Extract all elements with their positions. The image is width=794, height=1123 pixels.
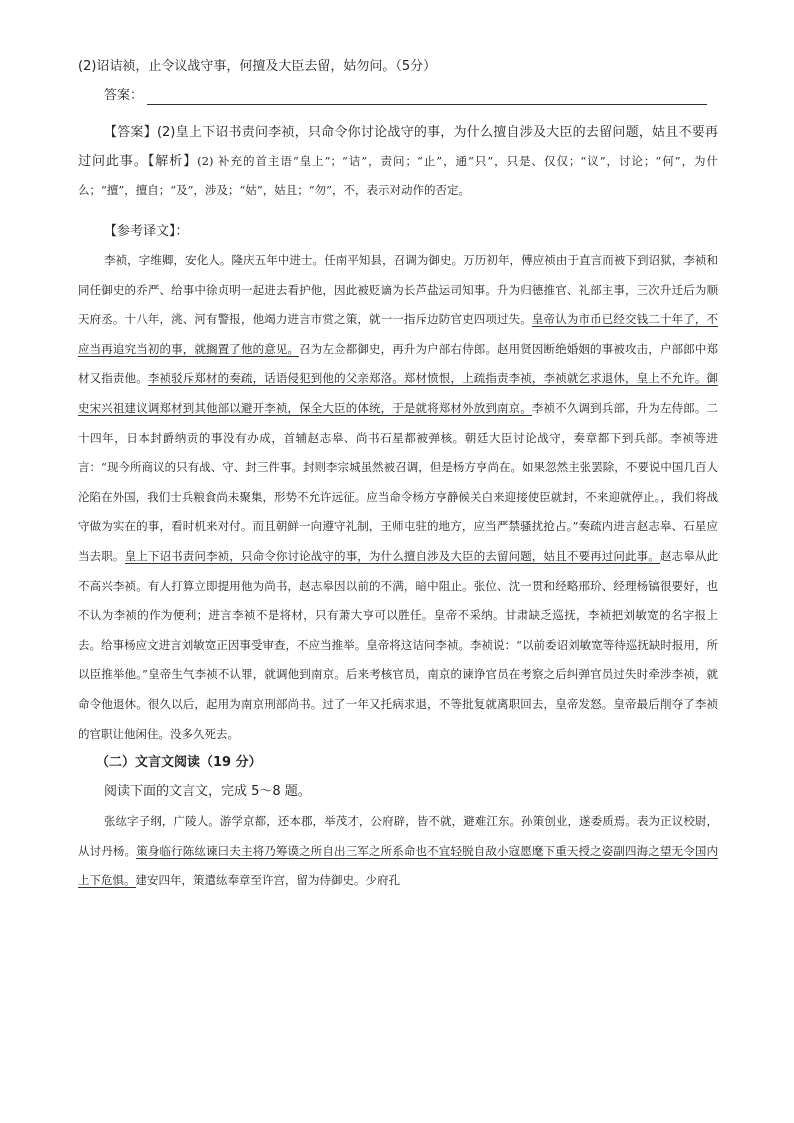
answer-line [78, 87, 718, 105]
translation-paragraph [78, 246, 718, 749]
document-page [78, 58, 718, 896]
passage-part-a: 张纮字子纲，广陵人。游学京都，还本郡，举茂才，公府辟，皆不就，避难江东。孙策创业，遂委质焉。表为正议校尉，从讨丹杨。 [78, 814, 718, 858]
passage-part-b: 建安四年，策遣纮奉章至许宫，留为侍御史。少府孔 [135, 873, 400, 888]
answer-block [78, 118, 718, 205]
translation-p3: 李祯不久调到兵部，升为左侍郎。二十四年，日本封爵纳贡的事没有办成，首辅赵志皋、尚书石星都被弹核。朝廷大臣讨论战守，奏章都下到兵部。李祯等进言：“现今所商议的只有战、守、封三件事。封则李宗城虽然被召调，但是杨方亨尚在。如果忽然主张罢除，不要说中国几百人沦陷在外国，我们士兵粮食尚未聚集，形势不允许远征。应当命令杨方亨静候关白来迎接使臣就封，不来迎就停止。，我们将战守做为实在的事，看时机来对付。而且朝鲜一向遵守礼制，王师屯驻的地方，应当严禁骚扰抢占。”奏疏内进言赵志皋、石星应当去职。 [78, 400, 719, 563]
translation-p3-underlined: 皇上下诏书责问李祯，只命令你讨论战守的事，为什么擅自涉及大臣的去留问题，姑且不要再过问此事。 [124, 548, 660, 563]
answer-label: 答案： [104, 88, 144, 103]
translation-p1: 李祯，字维卿，安化人。隆庆五年中进士。任南平知县，召调为御史。万历初年，傅应祯由于直言而被下到诏狱，李祯和同任御史的乔严、给事中徐贞明一起进去看护他，因此被贬谪为长芦盐运司知事。升为归德推官、礼部主事，三次升迁后为顺天府丞。十八年，洮、河有警报，他竭力进言市赏之策，就一一指斥边防官吏四项过失。 [78, 253, 718, 327]
translation-p4: 赵志皋从此不高兴李祯。有人打算立即提用他为尚书，赵志皋因以前的不满，暗中阻止。张位、沈一贯和经略邢玠、经理杨镐很要好，也不认为李祯的作为便利；进言李祯不是将材，只有萧大亨可以胜任。皇帝不采纳。甘肃缺乏巡抚，李祯把刘敏宽的名字报上去。给事杨应文进言刘敏宽正因事受审查，不应当推举。皇帝将这诘问李祯。李祯说：“以前委诏刘敏宽等待巡抚缺时报用，所以臣推举他。”皇帝生气李祯不认罪，就调他到南京。后来考核官员，南京的谏诤官员在考察之后纠弹官员过失时牵涉李祯，就命令他退休。很久以后，起用为南京刑部尚书。过了一年又托病求退，不等批复就离职回去，皇帝发怒。皇帝最后削夺了李祯的官职让他闲住。没多久死去。 [78, 548, 719, 741]
passage-underlined: 策身临行陈纮谏曰夫主将乃筹谟之所自出三军之所系命也不宜轻脱自敌小寇愿麾下重天授之姿副四海之望无令国内上下危惧。 [78, 843, 719, 888]
answer-body: (2)皇上下诏书责问李祯，只命令你讨论战守的事，为什么擅自涉及大臣的去留问题，姑且不要再过问此事。 [78, 125, 718, 169]
translation-heading: 【参考译文】： [104, 224, 189, 239]
translation-p2-underlined: 李祯驳斥郑材的奏疏，话语侵犯到他的父亲郑洛。郑材愤恨，上疏指责李祯，李祯就乞求退休，皇上不允许。御史宋兴祖建议调郑材到其他部以避开李祯，保全大臣的体统，于是就将郑材外放到南京。 [78, 371, 719, 415]
section-instruction: 阅读下面的文言文，完成 5～8 题。 [104, 784, 311, 800]
question-text: (2)诏诘祯，止令议战守事，何擅及大臣去留，姑勿问。（5分） [78, 59, 437, 74]
translation-p1-underlined: 皇帝认为市币已经交钱二十年了，不应当再追究当初的事，就搁置了他的意见。 [78, 312, 719, 356]
answer-tag: 【答案】 [104, 125, 157, 140]
analysis-body: (2) 补充的首主语“皇上”；“诘”，责问；“止”，通“只”，只是、仅仅；“议”，讨论；“何”，为什么；“擅”，擅自；“及”，涉及；“姑”，姑且；“勿”，不，表示对动作的否定。 [78, 154, 718, 197]
answer-blank[interactable] [147, 90, 707, 105]
analysis-tag: 【解析】 [147, 154, 198, 169]
translation-p2: 召为左佥都御史，再升为户部右侍郎。赵用贤因断绝婚姻的事被攻击，户部郎中郑材又指责他。 [78, 341, 718, 386]
classical-passage [78, 807, 718, 896]
section-title: （二）文言文阅读（19 分） [96, 755, 262, 771]
